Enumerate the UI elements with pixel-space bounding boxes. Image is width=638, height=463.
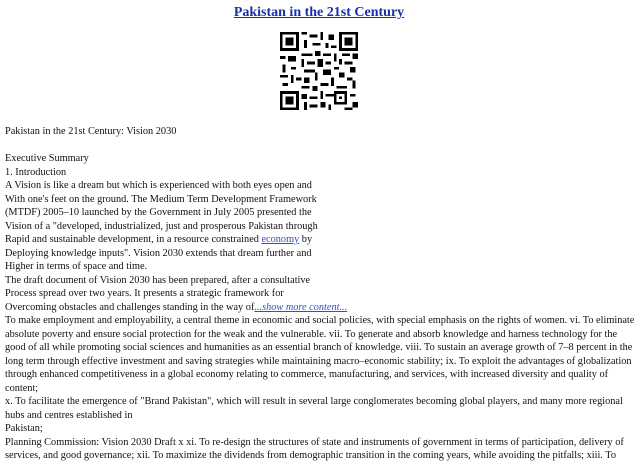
text-line [5,301,635,315]
text-line: With one's feet on the ground. The Medium Term Development Framework [5,193,317,205]
text-fragment: Rapid and sustainable development, in a resource constrained [5,234,262,245]
document-body [5,125,635,463]
page-title [0,5,638,21]
title-link[interactable]: Pakistan in the 21st Century [233,5,405,20]
document-heading: Pakistan in the 21st Century: Vision 2030 [5,126,177,137]
subsection-heading: 1. Introduction [5,166,67,178]
text-line: Process spread over two years. It presents a strategic framework for [5,288,284,299]
text-fragment: Overcoming obstacles and challenges standing in the way of [5,301,255,313]
text-line: Higher in terms of space and time. [5,261,148,272]
text-line: (MTDF) 2005–10 launched by the Government in July 2005 presented the [5,207,312,218]
text-line: A Vision is like a dream but which is experienced with both eyes open and [5,180,312,191]
text-fragment: by [299,234,313,245]
text-line [5,233,635,247]
paragraph: x. To facilitate the emergence of "Brand Pakistan", which will result in several large conglomerates becoming global players, and many more regional hubs and centres established in [5,396,623,421]
paragraph: Pakistan; [5,423,43,434]
economy-link[interactable]: economy [261,234,300,245]
paragraph: Planning Commission: Vision 2030 Draft x xi. To re-design the structures of state and instruments of government in terms of participation, delivery of services, and good governance; xii. To maximize the dividends from demographic transition in the coming years, while avoiding the pitfalls; xiii. To [5,436,624,461]
text-line: Deploying knowledge inputs". Vision 2030 extends that dream further and [5,247,312,259]
section-heading: Executive Summary [5,153,89,164]
text-line: Vision of a "developed, industrialized, just and prosperous Pakistan through [5,220,318,232]
paragraph: To make employment and employability, a central theme in economic and social policies, with special emphasis on the rights of women. vi. To eliminate absolute poverty and ensure social protection for the weak and the vulnerable. vii. To generate and absorb knowledge and harness technology for the good of all while promoting social sciences and humanities as an essential branch of knowledge. viii. To sustain an average growth of 7–8 percent in the long term through effective investment and saving strategies while maintaining macro–economic stability; ix. To exploit the advantages of globalization through enhanced competitiveness in a global economy relating to commerce, manufacturing, and services, with increased diversity and quality of content; [5,315,635,394]
show-more-link[interactable]: ...show more content... [254,301,348,313]
qr-code-icon [280,32,358,110]
text-line: The draft document of Vision 2030 has been prepared, after a consultative [5,274,311,286]
